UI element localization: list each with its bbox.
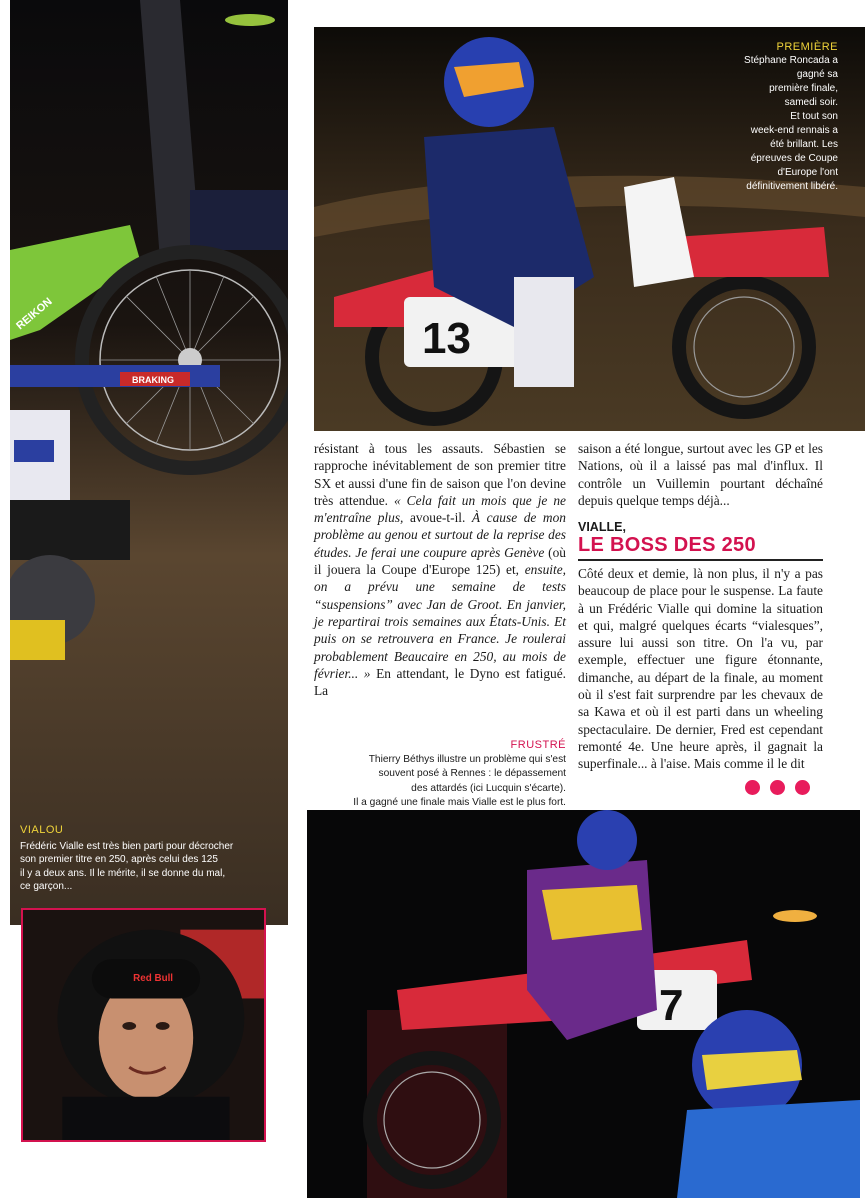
section-heading: [578, 520, 823, 561]
dot-icon: [745, 780, 760, 795]
caption-line: Il a gagné une finale mais Vialle est le plus fort.: [353, 797, 566, 808]
svg-text:Red Bull: Red Bull: [133, 972, 174, 984]
continuation-dots: [745, 780, 810, 795]
dot-icon: [795, 780, 810, 795]
photo-vialle-bike: [10, 0, 288, 925]
article-column-1: [314, 440, 566, 699]
caption-kicker: FRUSTRÉ: [510, 739, 566, 751]
caption-line: Stéphane Roncada a: [744, 55, 838, 66]
caption-line: ce garçon...: [20, 881, 73, 892]
caption-line: été brillant. Les: [770, 139, 838, 150]
caption-line: gagné sa: [796, 69, 838, 80]
caption-line: épreuves de Coupe: [750, 153, 838, 164]
caption-line: Et tout son: [790, 111, 838, 122]
caption-line: définitivement libéré.: [746, 181, 838, 192]
caption-line: Frédéric Vialle est très bien parti pour décrocher: [20, 840, 234, 852]
article-text: avoue-t-il.: [403, 510, 472, 526]
heading-kicker: VIALLE,: [578, 520, 626, 534]
svg-text:13: 13: [422, 314, 471, 363]
svg-text:7: 7: [659, 981, 684, 1030]
caption-kicker: VIALOU: [20, 824, 64, 836]
caption-vialou: [20, 824, 282, 894]
caption-line: des attardés (ici Lucquin s'écarte).: [411, 782, 566, 794]
article-text: (où il jouera la Coupe d'Europe 125) et,: [314, 544, 566, 578]
caption-line: d'Europe l'ont: [777, 167, 838, 178]
caption-line: première finale,: [769, 83, 838, 94]
svg-text:BRAKING: BRAKING: [132, 375, 174, 385]
quote-text: « Cela fait un mois que je ne m'entraîne plus,: [314, 492, 566, 526]
caption-kicker: PREMIÈRE: [776, 41, 838, 53]
article-paragraph: [314, 440, 566, 699]
article-column-2-body: [578, 565, 823, 773]
caption-line: samedi soir.: [784, 97, 838, 108]
photo-portrait-vialle: [21, 908, 266, 1142]
quote-text: ensuite, on a prévu une semaine de tests “suspensions” avec Jan de Groot. En janvier, je repartirai trois semaines aux États-Unis. Et puis on se retrouvera en France. Je roulerai probablement Beaucaire en 250, au mois de février... »: [314, 562, 566, 681]
caption-premiere: [688, 40, 838, 194]
article-text: En attendant, le Dyno est fatigué. La: [314, 665, 566, 699]
article-column-2: [578, 440, 823, 509]
photo-bethys-jump: [307, 810, 860, 1198]
caption-line: week-end rennais a: [750, 125, 838, 136]
caption-frustre: [314, 738, 566, 811]
caption-line: il y a deux ans. Il le mérite, il se donne du mal,: [20, 867, 226, 879]
quote-text: À cause de mon problème au genou et surtout de la reprise des études. Je ferai une coupure après Genève: [314, 510, 566, 560]
heading-title: LE BOSS DES 250: [578, 534, 823, 561]
caption-line: Thierry Béthys illustre un problème qui s'est: [368, 753, 566, 765]
article-paragraph: Côté deux et demie, là non plus, il n'y a pas beaucoup de place pour le suspense. La faute à un Frédéric Vialle qui domine la situation et qui, malgré quelques écarts “vialesques”, assure lui aussi son titre. On l'a vu, par exemple, effectuer une figure étonnante, dimanche, au départ de la finale, au moment où il s'est fait surprendre par les chevaux de sa Kawa et où il est parti dans un wheeling spectaculaire. De dernier, Fred est cependant remonté 4e. Une heure après, il gagnait la superfinale... à l'aise. Mais comme il le dit: [578, 566, 823, 772]
article-text: résistant à tous les assauts. Sébastien se rapproche inévitablement de son premier titre SX et aussi d'une fin de saison que l'on devine très attendue.: [314, 441, 566, 508]
dot-icon: [770, 780, 785, 795]
caption-line: souvent posé à Rennes : le dépassement: [378, 768, 566, 779]
caption-line: son premier titre en 250, après celui des 125: [20, 854, 218, 865]
article-paragraph: saison a été longue, surtout avec les GP et les Nations, où il a laissé pas mal d'influx. Il contrôle un Vuillemin pourtant déchaîné depuis quelque temps déjà...: [578, 441, 823, 508]
svg-text:REIKON: REIKON: [14, 295, 55, 333]
